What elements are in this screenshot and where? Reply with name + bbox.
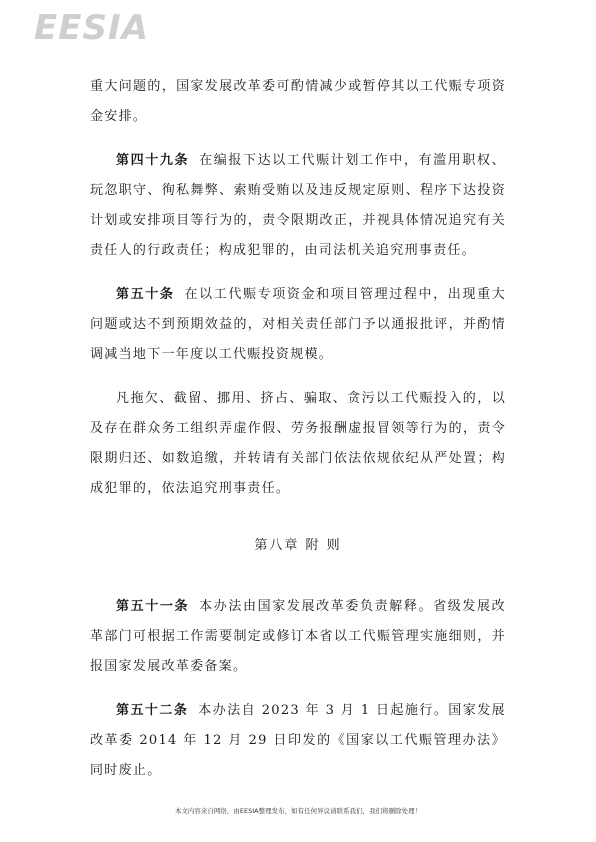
paragraph-text: 在以工代赈专项资金和项目管理过程中，出现重大问题或达不到预期效益的，对相关责任部门予以通报批评，并酌情调减当地下一年度以工代赈投资规模。	[90, 287, 506, 362]
article-51	[90, 592, 506, 682]
document-body-top	[90, 72, 506, 504]
paragraph-text: 凡拖欠、截留、挪用、挤占、骗取、贪污以工代赈投入的，以及存在群众务工组织弄虚作假、劳务报酬虚报冒领等行为的，责令限期归还、如数追缴，并转请有关部门依法依规依纪从严处置；构成犯罪的，依法追究刑事责任。	[90, 391, 506, 496]
article-50	[90, 280, 506, 370]
paragraph-text: 本办法自 2023 年 3 月 1 日起施行。国家发展改革委 2014 年 12 月 29 日印发的《国家以工代赈管理办法》同时废止。	[90, 703, 506, 778]
footer-disclaimer: 本文内容来自网络，由EESIA整理发布，如有任何异议请联系我们，我们将删除处理！	[174, 807, 422, 815]
document-body-bottom	[90, 592, 506, 786]
paragraph-text: 本办法由国家发展改革委负责解释。省级发展改革部门可根据工作需要制定或修订本省以工代赈管理实施细则，并报国家发展改革委备案。	[90, 599, 506, 674]
article-number: 第四十九条	[116, 153, 190, 168]
article-number: 第五十条	[116, 287, 175, 302]
article-number: 第五十二条	[116, 703, 189, 718]
paragraph-text: 在编报下达以工代赈计划工作中，有滥用职权、玩忽职守、徇私舞弊、索贿受贿以及违反规定原则、程序下达投资计划或安排项目等行为的，责令限期改正，并视具体情况追究有关责任人的行政责任；构成犯罪的，由司法机关追究刑事责任。	[90, 153, 506, 258]
article-number: 第五十一条	[116, 599, 190, 614]
article-50-continued	[90, 384, 506, 504]
article-52	[90, 696, 506, 786]
chapter-title: 第八章 附 则	[254, 538, 342, 553]
paragraph-continuation	[90, 72, 506, 132]
paragraph-text: 重大问题的，国家发展改革委可酌情减少或暂停其以工代赈专项资金安排。	[90, 79, 506, 124]
eesia-logo: EESIA	[34, 8, 149, 48]
article-49	[90, 146, 506, 266]
